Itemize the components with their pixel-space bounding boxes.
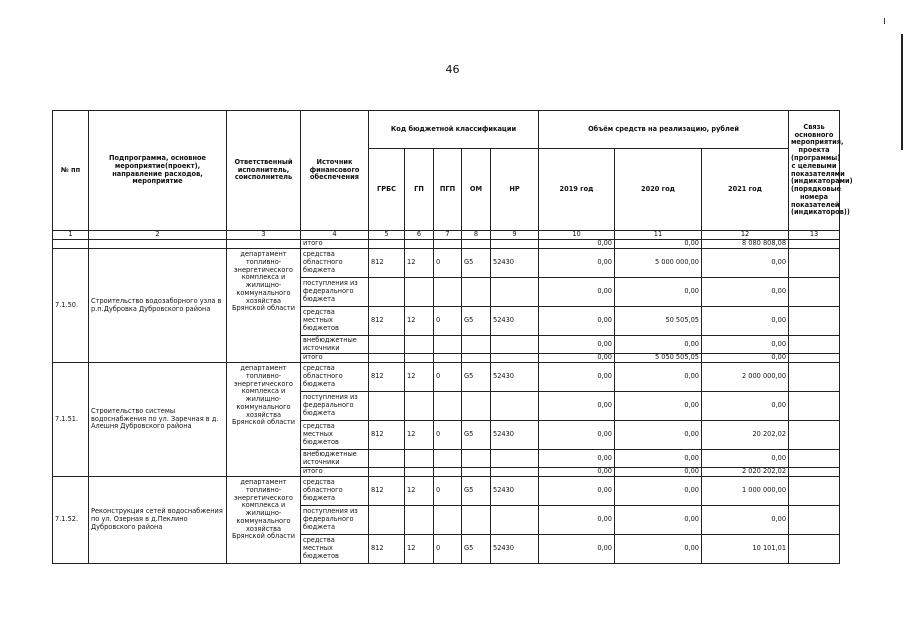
grbs-cell: 812 bbox=[369, 363, 405, 392]
nr-cell bbox=[491, 450, 539, 468]
col-number: 13 bbox=[789, 231, 840, 240]
nr-cell: 52430 bbox=[491, 535, 539, 564]
budget-table bbox=[52, 110, 853, 564]
link-cell bbox=[789, 421, 840, 450]
source-cell: внебюджетные источники bbox=[301, 450, 369, 468]
total-2020: 5 050 505,05 bbox=[615, 354, 702, 363]
col-number: 2 bbox=[89, 231, 227, 240]
gp-cell bbox=[405, 450, 434, 468]
link-cell bbox=[789, 336, 840, 354]
value-2021-cell: 0,00 bbox=[702, 278, 789, 307]
pgp-cell bbox=[434, 392, 462, 421]
col-number: 4 bbox=[301, 231, 369, 240]
grbs-cell bbox=[369, 336, 405, 354]
grbs-cell: 812 bbox=[369, 477, 405, 506]
value-2020-cell: 0,00 bbox=[615, 421, 702, 450]
om-cell bbox=[462, 278, 491, 307]
grbs-cell: 812 bbox=[369, 421, 405, 450]
header-executor: Ответственный исполнитель, соисполнитель bbox=[227, 111, 301, 231]
nr-cell: 52430 bbox=[491, 363, 539, 392]
link-cell bbox=[789, 249, 840, 278]
gp-cell: 12 bbox=[405, 307, 434, 336]
page-edge-tick bbox=[884, 18, 885, 24]
value-2019-cell: 0,00 bbox=[539, 506, 615, 535]
value-2020-cell: 5 000 000,00 bbox=[615, 249, 702, 278]
om-cell: G5 bbox=[462, 249, 491, 278]
grbs-cell bbox=[369, 392, 405, 421]
value-2019-cell: 0,00 bbox=[539, 307, 615, 336]
value-2020-cell: 0,00 bbox=[615, 477, 702, 506]
source-cell: средства областного бюджета bbox=[301, 363, 369, 392]
header-2019: 2019 год bbox=[539, 149, 615, 231]
section-number: 7.1.52. bbox=[53, 477, 89, 564]
value-2020-cell: 0,00 bbox=[615, 278, 702, 307]
om-cell bbox=[462, 336, 491, 354]
link-cell bbox=[789, 363, 840, 392]
value-2020-cell: 0,00 bbox=[615, 450, 702, 468]
link-cell bbox=[789, 354, 840, 363]
link-cell bbox=[789, 450, 840, 468]
value-2019-cell: 0,00 bbox=[539, 535, 615, 564]
nr-cell bbox=[491, 506, 539, 535]
gp-cell: 12 bbox=[405, 363, 434, 392]
source-cell: средства местных бюджетов bbox=[301, 307, 369, 336]
gp-cell: 12 bbox=[405, 477, 434, 506]
value-2019-cell: 0,00 bbox=[539, 421, 615, 450]
section-executor: департамент топливно-энергетического комплекса и жилищно-коммунального хозяйства Брянской области bbox=[227, 363, 301, 477]
link-cell bbox=[789, 307, 840, 336]
section-executor: департамент топливно-энергетического комплекса и жилищно-коммунального хозяйства Брянской области bbox=[227, 249, 301, 363]
header-grbs: ГРБС bbox=[369, 149, 405, 231]
value-2019-cell: 0,00 bbox=[539, 363, 615, 392]
om-cell: G5 bbox=[462, 477, 491, 506]
total-2021: 2 020 202,02 bbox=[702, 468, 789, 477]
value-2021-cell: 1 000 000,00 bbox=[702, 477, 789, 506]
om-cell bbox=[462, 450, 491, 468]
col-number: 3 bbox=[227, 231, 301, 240]
grbs-cell bbox=[369, 450, 405, 468]
section-name: Реконструкция сетей водоснабжения по ул. Озерная в д.Пеклино Дубровского района bbox=[89, 477, 227, 564]
total-2019: 0,00 bbox=[539, 468, 615, 477]
source-cell: поступления из федерального бюджета bbox=[301, 506, 369, 535]
value-2020-cell: 0,00 bbox=[615, 392, 702, 421]
header-link: Связь основного мероприятия, проекта (программы) с целевыми показателями (индикаторами) (порядковые номера показателей (индикаторов)) bbox=[789, 111, 840, 231]
nr-cell bbox=[491, 278, 539, 307]
nr-cell bbox=[491, 336, 539, 354]
pgp-cell bbox=[434, 278, 462, 307]
header-pgp: ПГП bbox=[434, 149, 462, 231]
col-number: 6 bbox=[405, 231, 434, 240]
source-cell: внебюджетные источники bbox=[301, 336, 369, 354]
value-2021-cell: 0,00 bbox=[702, 307, 789, 336]
pgp-cell: 0 bbox=[434, 249, 462, 278]
source-cell: средства областного бюджета bbox=[301, 477, 369, 506]
section-row bbox=[53, 477, 840, 506]
header-num: № пп bbox=[53, 111, 89, 231]
gp-cell: 12 bbox=[405, 249, 434, 278]
col-number: 8 bbox=[462, 231, 491, 240]
header-gp: ГП bbox=[405, 149, 434, 231]
value-2019-cell: 0,00 bbox=[539, 450, 615, 468]
pgp-cell bbox=[434, 506, 462, 535]
total-2019: 0,00 bbox=[539, 240, 615, 249]
total-2021: 8 080 808,08 bbox=[702, 240, 789, 249]
grbs-cell: 812 bbox=[369, 307, 405, 336]
total-label: итого bbox=[301, 354, 369, 363]
value-2020-cell: 50 505,05 bbox=[615, 307, 702, 336]
value-2019-cell: 0,00 bbox=[539, 278, 615, 307]
gp-cell bbox=[405, 506, 434, 535]
om-cell bbox=[462, 506, 491, 535]
source-cell: поступления из федерального бюджета bbox=[301, 392, 369, 421]
grbs-cell bbox=[369, 506, 405, 535]
pgp-cell: 0 bbox=[434, 307, 462, 336]
section-row bbox=[53, 249, 840, 278]
source-cell: поступления из федерального бюджета bbox=[301, 278, 369, 307]
om-cell: G5 bbox=[462, 421, 491, 450]
om-cell bbox=[462, 392, 491, 421]
header-volume-group: Объём средств на реализацию, рублей bbox=[539, 111, 789, 149]
total-label: итого bbox=[301, 468, 369, 477]
om-cell: G5 bbox=[462, 535, 491, 564]
pgp-cell: 0 bbox=[434, 535, 462, 564]
header-subprogram: Подпрограмма, основное мероприятие(проект), направление расходов, мероприятие bbox=[89, 111, 227, 231]
header-code-group: Код бюджетной классификации bbox=[369, 111, 539, 149]
grbs-cell bbox=[369, 278, 405, 307]
pgp-cell: 0 bbox=[434, 477, 462, 506]
pgp-cell: 0 bbox=[434, 363, 462, 392]
section-executor: департамент топливно-энергетического комплекса и жилищно-коммунального хозяйства Брянской области bbox=[227, 477, 301, 564]
pgp-cell: 0 bbox=[434, 421, 462, 450]
gp-cell bbox=[405, 336, 434, 354]
total-2020: 0,00 bbox=[615, 468, 702, 477]
total-2021: 0,00 bbox=[702, 354, 789, 363]
header-om: ОМ bbox=[462, 149, 491, 231]
value-2021-cell: 0,00 bbox=[702, 249, 789, 278]
header-nr: НР bbox=[491, 149, 539, 231]
page-number: 46 bbox=[445, 63, 460, 76]
value-2020-cell: 0,00 bbox=[615, 336, 702, 354]
value-2020-cell: 0,00 bbox=[615, 506, 702, 535]
grbs-cell: 812 bbox=[369, 535, 405, 564]
nr-cell: 52430 bbox=[491, 477, 539, 506]
header-2021: 2021 год bbox=[702, 149, 789, 231]
col-number: 5 bbox=[369, 231, 405, 240]
nr-cell: 52430 bbox=[491, 307, 539, 336]
total-label: итого bbox=[301, 240, 369, 249]
gp-cell: 12 bbox=[405, 535, 434, 564]
col-number: 1 bbox=[53, 231, 89, 240]
page-edge-mark bbox=[901, 34, 903, 150]
source-cell: средства местных бюджетов bbox=[301, 421, 369, 450]
pgp-cell bbox=[434, 450, 462, 468]
om-cell: G5 bbox=[462, 307, 491, 336]
value-2020-cell: 0,00 bbox=[615, 535, 702, 564]
nr-cell bbox=[491, 392, 539, 421]
link-cell bbox=[789, 477, 840, 506]
col-number: 9 bbox=[491, 231, 539, 240]
nr-cell: 52430 bbox=[491, 249, 539, 278]
section-number: 7.1.50. bbox=[53, 249, 89, 363]
link-cell bbox=[789, 392, 840, 421]
section-name: Строительство водозаборного узла в р.п.Дубровка Дубровского района bbox=[89, 249, 227, 363]
value-2019-cell: 0,00 bbox=[539, 477, 615, 506]
value-2021-cell: 10 101,01 bbox=[702, 535, 789, 564]
value-2021-cell: 2 000 000,00 bbox=[702, 363, 789, 392]
section-name: Строительство системы водоснабжения по ул. Заречная в д. Алешня Дубровского района bbox=[89, 363, 227, 477]
link-cell bbox=[789, 278, 840, 307]
col-number: 11 bbox=[615, 231, 702, 240]
value-2021-cell: 0,00 bbox=[702, 392, 789, 421]
gp-cell bbox=[405, 392, 434, 421]
nr-cell: 52430 bbox=[491, 421, 539, 450]
gp-cell bbox=[405, 278, 434, 307]
link-cell bbox=[789, 535, 840, 564]
col-number: 10 bbox=[539, 231, 615, 240]
gp-cell: 12 bbox=[405, 421, 434, 450]
header-source: Источник финансового обеспечения bbox=[301, 111, 369, 231]
link-cell bbox=[789, 506, 840, 535]
value-2019-cell: 0,00 bbox=[539, 336, 615, 354]
value-2021-cell: 0,00 bbox=[702, 450, 789, 468]
section-row bbox=[53, 363, 840, 392]
om-cell: G5 bbox=[462, 363, 491, 392]
col-number: 12 bbox=[702, 231, 789, 240]
value-2021-cell: 20 202,02 bbox=[702, 421, 789, 450]
column-number-row bbox=[53, 231, 840, 240]
col-number: 7 bbox=[434, 231, 462, 240]
value-2020-cell: 0,00 bbox=[615, 363, 702, 392]
value-2021-cell: 0,00 bbox=[702, 336, 789, 354]
value-2019-cell: 0,00 bbox=[539, 249, 615, 278]
value-2021-cell: 0,00 bbox=[702, 506, 789, 535]
source-cell: средства местных бюджетов bbox=[301, 535, 369, 564]
section-number: 7.1.51. bbox=[53, 363, 89, 477]
pgp-cell bbox=[434, 336, 462, 354]
top-total-row bbox=[53, 240, 840, 249]
total-2020: 0,00 bbox=[615, 240, 702, 249]
total-2019: 0,00 bbox=[539, 354, 615, 363]
value-2019-cell: 0,00 bbox=[539, 392, 615, 421]
grbs-cell: 812 bbox=[369, 249, 405, 278]
source-cell: средства областного бюджета bbox=[301, 249, 369, 278]
header-2020: 2020 год bbox=[615, 149, 702, 231]
link-cell bbox=[789, 468, 840, 477]
